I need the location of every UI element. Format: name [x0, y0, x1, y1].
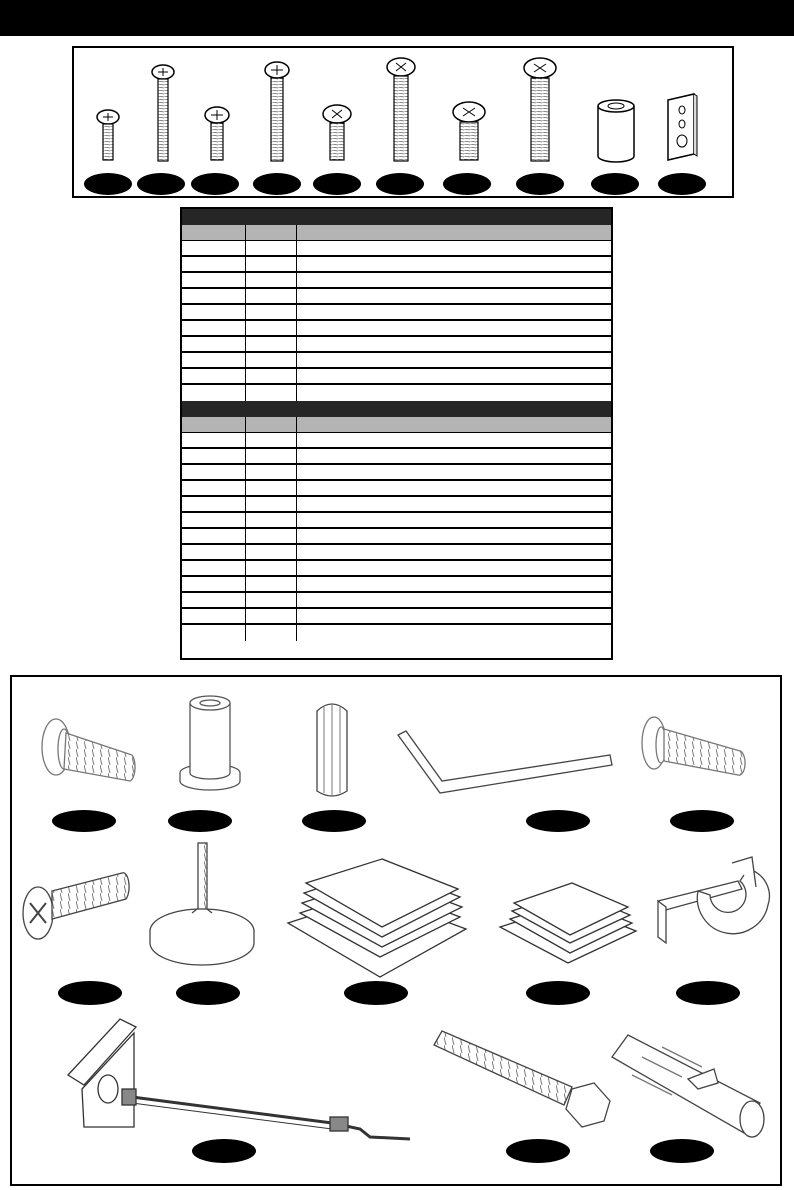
screw-large-long-icon — [387, 58, 415, 161]
table-cell — [182, 449, 246, 463]
table-cell — [182, 337, 246, 351]
parts-list-table — [180, 207, 613, 660]
table-cell — [246, 545, 297, 559]
col-header-number — [182, 417, 246, 432]
table-cell — [246, 529, 297, 543]
table-cell — [297, 577, 611, 591]
table-cell — [182, 497, 246, 511]
plate-icon — [668, 94, 697, 160]
table-cell — [246, 449, 297, 463]
bolt-threaded-icon — [42, 719, 135, 781]
table-row — [182, 241, 611, 257]
screw-hardware-panel — [72, 46, 734, 198]
table-cell — [182, 305, 246, 319]
table-row — [182, 577, 611, 593]
parts-row3-ovals — [192, 1139, 714, 1163]
table-cell — [246, 289, 297, 303]
table-section2-title — [182, 401, 611, 417]
screw-medium-short-icon — [205, 107, 229, 160]
table-cell — [297, 321, 611, 335]
table-row — [182, 433, 611, 449]
table-cell — [182, 529, 246, 543]
table-cell — [182, 273, 246, 287]
header-bar — [0, 0, 794, 36]
table-cell — [246, 369, 297, 383]
spacer-tube-icon — [180, 696, 240, 790]
table-cell — [297, 289, 611, 303]
screw-drawings — [74, 48, 736, 200]
table-cell — [182, 433, 246, 447]
leveling-foot-icon — [150, 843, 254, 965]
screw-small-long-icon — [152, 65, 174, 161]
col-header-qty — [246, 417, 297, 432]
table-cell — [297, 465, 611, 479]
parts-row2-ovals — [58, 981, 740, 1005]
table-cell — [182, 257, 246, 271]
screw-small-short-icon — [97, 110, 119, 160]
table-cell — [182, 625, 246, 641]
table-cell — [246, 273, 297, 287]
table-cell — [246, 337, 297, 351]
parts-drawings — [12, 677, 784, 1188]
table-cell — [182, 465, 246, 479]
table-cell — [297, 241, 611, 255]
spacer-icon — [598, 100, 634, 162]
table-cell — [182, 241, 246, 255]
table-cell — [246, 353, 297, 367]
table-cell — [246, 593, 297, 607]
table-cell — [246, 433, 297, 447]
table-row — [182, 369, 611, 385]
table-cell — [297, 369, 611, 383]
table-row — [182, 337, 611, 353]
table-cell — [182, 353, 246, 367]
table-row — [182, 497, 611, 513]
table-cell — [246, 497, 297, 511]
table-cell — [297, 305, 611, 319]
wall-anchor-icon — [612, 1035, 764, 1137]
table-cell — [297, 497, 611, 511]
table-cell — [182, 577, 246, 591]
bolt-short-icon — [642, 717, 745, 775]
table-cell — [182, 321, 246, 335]
table-cell — [297, 257, 611, 271]
table-row — [182, 625, 611, 641]
table-cell — [182, 561, 246, 575]
table-row — [182, 289, 611, 305]
table-cell — [297, 273, 611, 287]
table-cell — [246, 561, 297, 575]
screw-xl-long-icon — [524, 58, 556, 161]
table-cell — [246, 321, 297, 335]
lag-bolt-icon — [434, 1031, 610, 1127]
table-cell — [297, 353, 611, 367]
table-row — [182, 513, 611, 529]
table-cell — [297, 593, 611, 607]
table-cell — [246, 465, 297, 479]
table-row — [182, 481, 611, 497]
table-cell — [246, 385, 297, 401]
table-row — [182, 465, 611, 481]
table-cell — [297, 433, 611, 447]
screw-medium-long-icon — [265, 62, 289, 161]
screw-label-ovals — [84, 173, 706, 195]
col-header-qty — [246, 225, 297, 240]
table-row — [182, 449, 611, 465]
table-cell — [182, 593, 246, 607]
table-section1-header — [182, 225, 611, 241]
table-cell — [246, 257, 297, 271]
table-section2-header — [182, 417, 611, 433]
pad-small-icon — [500, 883, 636, 963]
table-cell — [182, 545, 246, 559]
table-row — [182, 385, 611, 401]
table-row — [182, 609, 611, 625]
table-section1-body — [182, 241, 611, 401]
table-row — [182, 545, 611, 561]
table-section1-title — [182, 209, 611, 225]
table-cell — [182, 481, 246, 495]
table-row — [182, 305, 611, 321]
table-cell — [297, 561, 611, 575]
table-cell — [297, 449, 611, 463]
table-cell — [297, 385, 611, 401]
safety-strap-icon — [68, 1019, 410, 1139]
phillips-bolt-icon — [23, 873, 129, 939]
screw-large-short-icon — [323, 105, 351, 160]
table-cell — [182, 385, 246, 401]
screw-xl-short-icon — [453, 102, 485, 160]
col-header-description — [297, 417, 611, 432]
table-row — [182, 561, 611, 577]
table-cell — [297, 545, 611, 559]
table-cell — [297, 337, 611, 351]
table-cell — [182, 369, 246, 383]
table-cell — [246, 513, 297, 527]
table-cell — [246, 241, 297, 255]
table-cell — [297, 625, 611, 641]
table-cell — [297, 513, 611, 527]
table-cell — [297, 481, 611, 495]
allen-key-icon — [398, 731, 612, 793]
table-cell — [297, 609, 611, 623]
table-row — [182, 257, 611, 273]
table-cell — [297, 529, 611, 543]
parts-row1-ovals — [52, 810, 734, 832]
table-row — [182, 353, 611, 369]
table-cell — [246, 577, 297, 591]
parts-illustration-panel — [10, 675, 782, 1186]
table-cell — [182, 609, 246, 623]
table-cell — [246, 481, 297, 495]
table-cell — [182, 289, 246, 303]
table-row — [182, 529, 611, 545]
table-row — [182, 593, 611, 609]
table-cell — [246, 609, 297, 623]
cable-clip-icon — [658, 857, 769, 943]
pad-large-icon — [288, 859, 466, 977]
table-section2-body — [182, 433, 611, 641]
table-cell — [246, 305, 297, 319]
col-header-number — [182, 225, 246, 240]
table-row — [182, 321, 611, 337]
table-cell — [182, 513, 246, 527]
table-row — [182, 273, 611, 289]
table-cell — [246, 625, 297, 641]
rubber-sleeve-icon — [317, 704, 347, 796]
col-header-description — [297, 225, 611, 240]
